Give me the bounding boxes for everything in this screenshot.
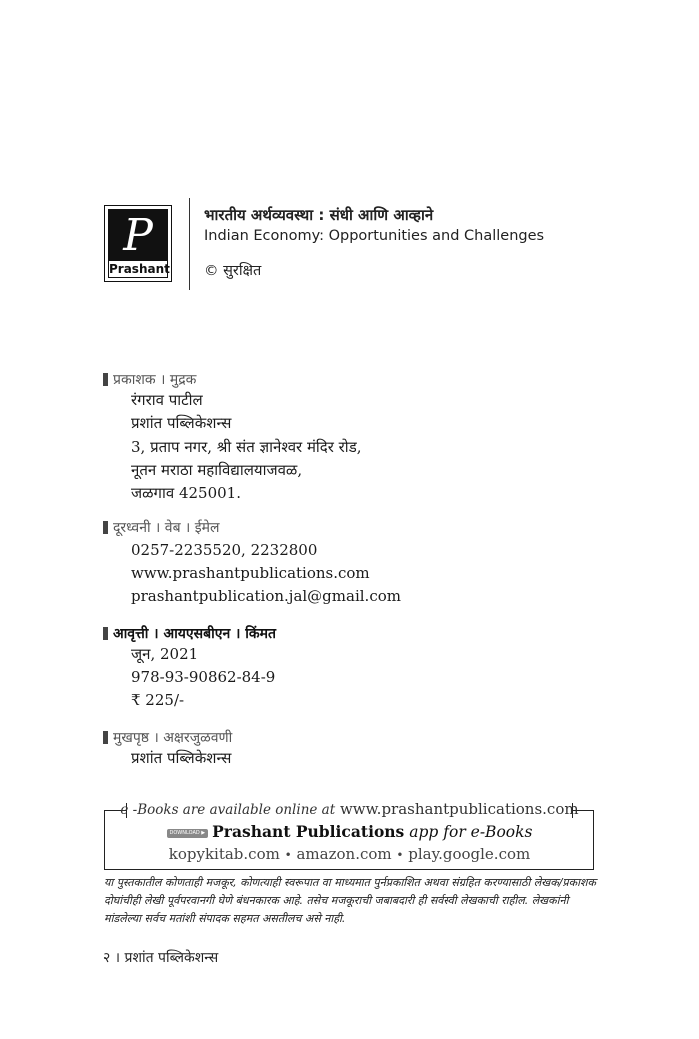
publisher-heading-text: प्रकाशक । मुद्रक — [113, 372, 197, 388]
store-link-google-play[interactable]: play.google.com — [408, 845, 531, 863]
footer-publisher: प्रशांत पब्लिकेशन्स — [124, 950, 219, 966]
store-link-amazon[interactable]: amazon.com — [296, 845, 392, 863]
app-description: app for e-Books — [409, 823, 533, 841]
page-footer — [103, 948, 218, 967]
isbn: 978-93-90862-84-9 — [131, 668, 276, 686]
cover-credit: प्रशांत पब्लिकेशन्स — [131, 749, 232, 767]
publisher-line: जळगाव 425001. — [131, 484, 241, 502]
phone-number: 0257-2235520, 2232800 — [131, 541, 318, 559]
store-link-kopykitab[interactable]: kopykitab.com — [168, 845, 280, 863]
publisher-line: प्रशांत पब्लिकेशन्स — [131, 414, 232, 432]
price: ₹ 225/- — [131, 691, 185, 709]
publisher-logo — [104, 205, 172, 282]
logo-name: Prashant — [109, 262, 170, 276]
book-title-english: Indian Economy: Opportunities and Challenges — [204, 228, 545, 244]
edition-date: जून, 2021 — [131, 645, 199, 663]
download-badge-icon[interactable]: DOWNLOAD ▶ — [167, 829, 209, 838]
logo-background — [108, 209, 168, 278]
contact-heading-text: दूरध्वनी । वेब । ईमेल — [113, 520, 220, 536]
publisher-heading — [103, 370, 196, 389]
section-bar-icon — [103, 521, 108, 534]
ebook-availability-text: e -Books are available online at — [120, 802, 336, 818]
disclaimer-text: या पुस्तकातील कोणताही मजकूर, कोणत्याही स्वरूपात वा माध्यमात पुर्नप्रकाशित अथवा संग्रहित करण्यासाठी लेखक/प्रकाशक दोघांचीही लेखी पूर्वपरवानगी घेणे बंधनकारक आहे. तसेच मजकूराची जबाबदारी ही सर्वस्वी लेखकाची राहील. लेखकांनी मांडलेल्या सर्वच मतांशी संपादक सहमत असतीलच असे नाही. — [104, 876, 596, 925]
email-link[interactable]: prashantpublication.jal@gmail.com — [131, 587, 401, 605]
section-bar-icon — [103, 731, 108, 744]
header-divider — [189, 198, 190, 290]
ebook-app-line — [0, 822, 699, 841]
edition-heading — [103, 624, 276, 643]
copyright-notice: © सुरक्षित — [204, 263, 262, 279]
book-title-marathi: भारतीय अर्थव्यवस्था : संधी आणि आव्हाने — [204, 206, 434, 224]
publisher-line: 3, प्रताप नगर, श्री संत ज्ञानेश्वर मंदिर रोड, — [131, 438, 362, 456]
ebook-availability — [0, 800, 699, 818]
publisher-line: नूतन मराठा महाविद्यालयाजवळ, — [131, 461, 303, 479]
publisher-line: रंगराव पाटील — [131, 391, 203, 409]
section-bar-icon — [103, 373, 108, 386]
page-number: २ — [103, 950, 111, 966]
app-name: Prashant Publications — [212, 822, 405, 841]
section-bar-icon — [103, 627, 108, 640]
contact-heading — [103, 518, 220, 537]
edition-heading-text: आवृत्ती । आयएसबीएन । किंमत — [113, 626, 276, 642]
logo-p-glyph: P — [123, 210, 153, 261]
footer-separator: । — [114, 950, 121, 966]
website-link[interactable]: www.prashantpublications.com — [131, 564, 370, 582]
cover-heading — [103, 728, 232, 747]
bullet-icon: • — [284, 848, 292, 862]
bullet-icon: • — [396, 848, 404, 862]
ebook-stores — [0, 845, 699, 863]
cover-heading-text: मुखपृष्ठ । अक्षरजुळवणी — [113, 730, 233, 746]
ebook-website-link[interactable]: www.prashantpublications.com — [339, 800, 579, 818]
